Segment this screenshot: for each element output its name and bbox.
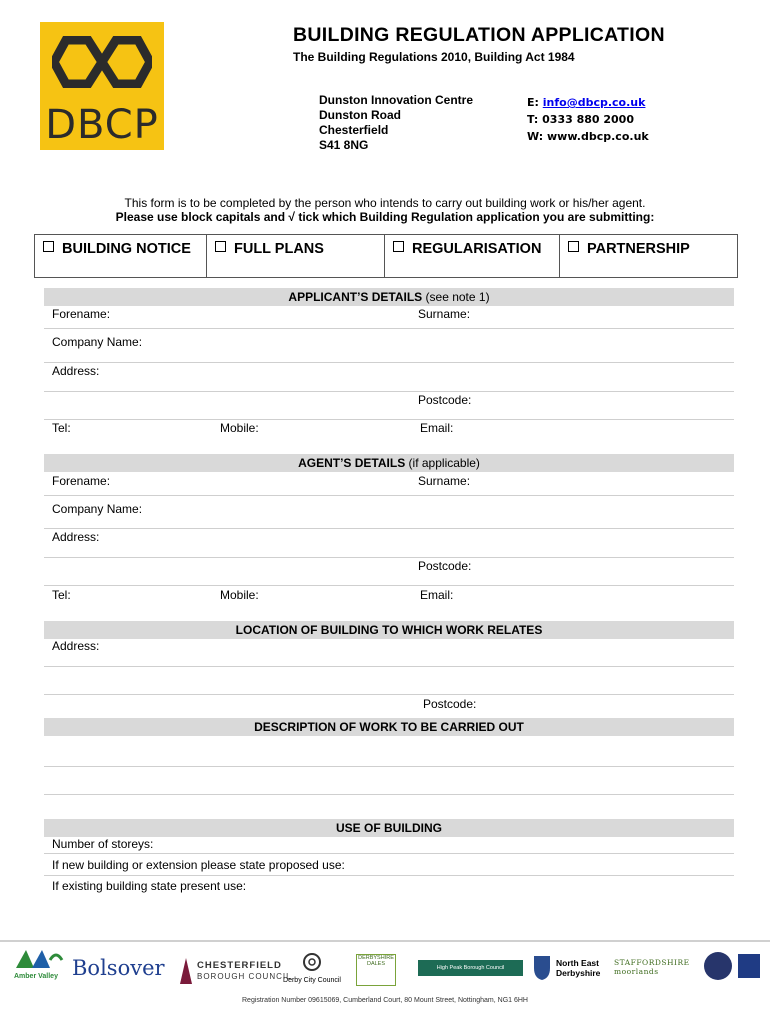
- use-section-header: [44, 819, 734, 837]
- divider: [44, 362, 734, 363]
- applicant-email-label: Email:: [420, 421, 454, 435]
- applicant-section-header: [44, 288, 734, 306]
- section-note: (see note 1): [425, 290, 490, 304]
- divider: [44, 391, 734, 392]
- divider: [44, 419, 734, 420]
- option-partnership[interactable]: [560, 235, 735, 277]
- divider: [44, 666, 734, 667]
- option-full-plans[interactable]: [207, 235, 385, 277]
- partner-name: BOROUGH COUNCIL: [197, 972, 292, 981]
- bolsover-logo: Bolsover: [72, 956, 165, 980]
- agent-email-label: Email:: [420, 588, 454, 602]
- checkbox[interactable]: [43, 241, 54, 252]
- registration-text: Registration Number 09615069, Cumberland Court, 80 Mount Street, Nottingham, NG1 6HH: [242, 997, 528, 1004]
- contact-details: [527, 94, 649, 145]
- intro-line-2: Please use block capitals and √ tick which Building Regulation application you are submitting:: [115, 210, 655, 224]
- chesterfield-logo: [178, 958, 194, 987]
- section-note: (if applicable): [408, 456, 480, 470]
- checkbox[interactable]: [393, 241, 404, 252]
- option-regularisation[interactable]: [385, 235, 560, 277]
- checkbox[interactable]: [568, 241, 579, 252]
- divider: [44, 557, 734, 558]
- chesterfield-text: [197, 960, 292, 982]
- applicant-company-label: Company Name:: [52, 335, 143, 349]
- high-peak-logo: [418, 960, 523, 976]
- option-label: BUILDING NOTICE: [62, 241, 191, 257]
- divider: [44, 853, 734, 854]
- derby-city-logo: [282, 950, 342, 984]
- option-label: FULL PLANS: [234, 241, 324, 257]
- divider: [44, 495, 734, 496]
- location-postcode-label: Postcode:: [423, 697, 477, 711]
- applicant-mobile-label: Mobile:: [220, 421, 259, 435]
- divider: [44, 528, 734, 529]
- agent-address-label: Address:: [52, 530, 100, 544]
- option-label: REGULARISATION: [412, 241, 542, 257]
- agent-postcode-label: Postcode:: [418, 559, 472, 573]
- section-title: LOCATION OF BUILDING TO WHICH WORK RELATES: [235, 623, 543, 637]
- partner-name: Amber Valley: [14, 973, 58, 980]
- section-title: DESCRIPTION OF WORK TO BE CARRIED OUT: [254, 720, 524, 734]
- applicant-postcode-label: Postcode:: [418, 393, 472, 407]
- partner-name: High Peak Borough Council: [418, 960, 523, 976]
- address-line: Chesterfield: [319, 123, 389, 137]
- agent-mobile-label: Mobile:: [220, 588, 259, 602]
- section-title: APPLICANT’S DETAILS: [288, 290, 423, 304]
- derby-ram-icon: [297, 950, 327, 974]
- postal-address: [319, 93, 473, 153]
- partner-logos: [0, 948, 770, 990]
- divider: [44, 328, 734, 329]
- north-east-derbyshire-logo: [532, 954, 552, 983]
- partner-name: Derby City Council: [283, 977, 341, 984]
- applicant-surname-label: Surname:: [418, 307, 471, 321]
- divider: [44, 766, 734, 767]
- intro-line-1: This form is to be completed by the person who intends to carry out building work or his/her agent.: [124, 196, 646, 210]
- amber-valley-logo: [14, 948, 64, 980]
- address-line: S41 8NG: [319, 138, 369, 152]
- email-label: E:: [527, 96, 539, 109]
- accreditation-badge-icon: [702, 950, 762, 982]
- dbcp-logo: [40, 22, 164, 150]
- checkbox[interactable]: [215, 241, 226, 252]
- divider: [44, 694, 734, 695]
- applicant-address-label: Address:: [52, 364, 100, 378]
- page-title: BUILDING REGULATION APPLICATION: [293, 24, 665, 46]
- address-line: Dunston Road: [319, 108, 401, 122]
- agent-company-label: Company Name:: [52, 502, 143, 516]
- partner-name: CHESTERFIELD: [197, 960, 282, 971]
- application-type-selector: [34, 234, 738, 278]
- accreditation-badges: [702, 950, 762, 982]
- ned-crest-icon: [532, 954, 552, 980]
- storeys-label: Number of storeys:: [52, 837, 154, 851]
- section-title: AGENT’S DETAILS: [298, 456, 406, 470]
- present-use-label: If existing building state present use:: [52, 879, 247, 893]
- email-link[interactable]: info@dbcp.co.uk: [542, 96, 646, 109]
- agent-tel-label: Tel:: [52, 588, 71, 602]
- option-label: PARTNERSHIP: [587, 241, 690, 257]
- intro-text: [0, 196, 770, 224]
- footer-divider: [0, 940, 770, 942]
- applicant-tel-label: Tel:: [52, 421, 71, 435]
- agent-surname-label: Surname:: [418, 474, 471, 488]
- agent-section-header: [44, 454, 734, 472]
- chesterfield-spire-icon: [178, 958, 194, 984]
- description-section-header: [44, 718, 734, 736]
- derbyshire-dales-logo: DERBYSHIRE DALES: [356, 954, 396, 986]
- divider: [44, 585, 734, 586]
- logo-text: DBCP: [45, 102, 159, 148]
- proposed-use-label: If new building or extension please state proposed use:: [52, 858, 345, 872]
- agent-forename-label: Forename:: [52, 474, 111, 488]
- location-section-header: [44, 621, 734, 639]
- divider: [44, 794, 734, 795]
- location-address-label: Address:: [52, 639, 100, 653]
- divider: [44, 875, 734, 876]
- applicant-forename-label: Forename:: [52, 307, 111, 321]
- dbcp-logo-mark-icon: [52, 36, 152, 88]
- partner-name: North East Derbyshire: [556, 958, 601, 978]
- phone-number: T: 0333 880 2000: [527, 113, 634, 126]
- website: W: www.dbcp.co.uk: [527, 130, 649, 143]
- option-building-notice[interactable]: [35, 235, 207, 277]
- section-title: USE OF BUILDING: [335, 821, 442, 835]
- amber-valley-mark-icon: [14, 948, 64, 970]
- staffordshire-moorlands-logo: STAFFORDSHIRE moorlands: [614, 958, 690, 976]
- page-subtitle: The Building Regulations 2010, Building Act 1984: [293, 50, 575, 64]
- address-line: Dunston Innovation Centre: [319, 93, 473, 107]
